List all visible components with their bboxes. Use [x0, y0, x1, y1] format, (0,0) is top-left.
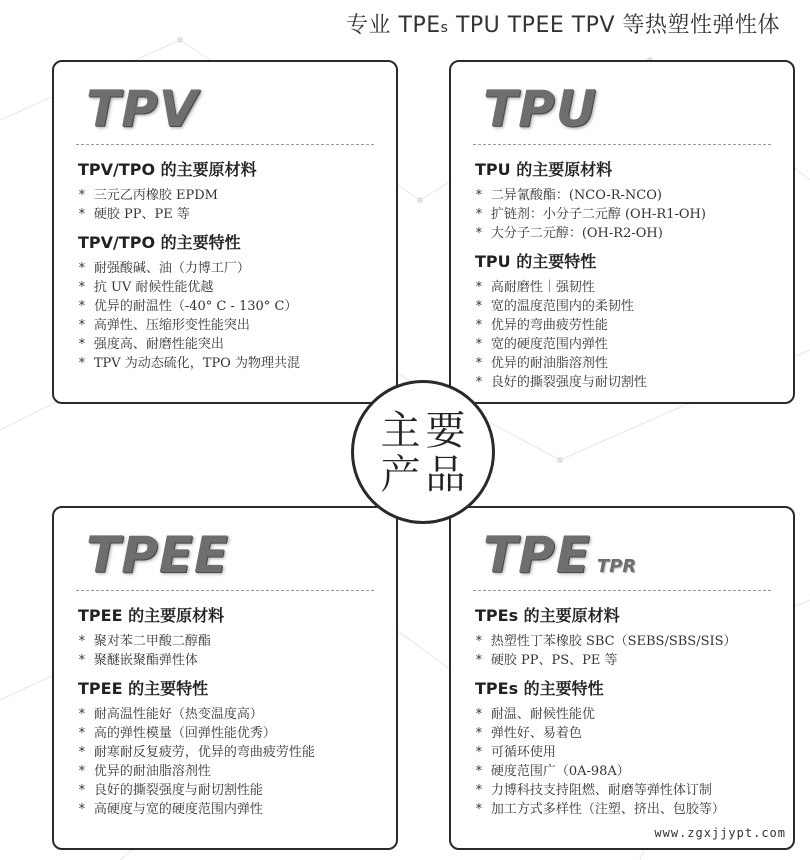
list-item: * 高的弹性模量（回弹性能优秀）	[78, 724, 378, 743]
list-item: * 宽的硬度范围内弹性	[475, 335, 775, 354]
tpu-properties-title: TPU 的主要特性	[475, 252, 597, 271]
badge-char: 产	[380, 452, 421, 498]
list-item: * 二异氰酸酯：(NCO-R-NCO)	[475, 186, 775, 205]
list-item: * TPV 为动态硫化，TPO 为物理共混	[78, 354, 378, 373]
list-item: * 弹性好、易着色	[475, 724, 775, 743]
watermark-url: www.zgxjjypt.com	[654, 826, 786, 840]
tpv-materials-list	[78, 186, 378, 224]
tpv-materials-title: TPV/TPO 的主要原材料	[78, 160, 257, 179]
list-item: * 加工方式多样性（注塑、挤出、包胶等）	[475, 800, 775, 819]
list-item: * 硬胶 PP、PE 等	[78, 205, 378, 224]
tpe-logo-main: TPE	[483, 526, 591, 584]
list-item: * 热塑性丁苯橡胶 SBC（SEBS/SBS/SIS）	[475, 632, 775, 651]
list-item: * 力博科技支持阻燃、耐磨等弹性体订制	[475, 781, 775, 800]
card-tpee	[52, 506, 398, 850]
list-item: * 宽的温度范围内的柔韧性	[475, 297, 775, 316]
list-item: * 耐强酸碱、油（力博工厂）	[78, 259, 378, 278]
list-item: * 聚对苯二甲酸二醇酯	[78, 632, 378, 651]
main-products-badge	[351, 380, 495, 524]
list-item: * 优异的耐油脂溶剂性	[78, 762, 378, 781]
list-item: * 高硬度与宽的硬度范围内弹性	[78, 800, 378, 819]
list-item: * 耐高温性能好（热变温度高）	[78, 705, 378, 724]
tpee-materials-title: TPEE 的主要原材料	[78, 606, 225, 625]
badge-char: 品	[425, 452, 466, 498]
divider	[76, 144, 374, 145]
list-item: * 可循环使用	[475, 743, 775, 762]
list-item: * 优异的耐油脂溶剂性	[475, 354, 775, 373]
badge-char: 主	[380, 408, 421, 454]
list-item: * 抗 UV 耐候性能优越	[78, 278, 378, 297]
tpee-properties-title: TPEE 的主要特性	[78, 679, 209, 698]
tpe-materials-title: TPEs 的主要原材料	[475, 606, 620, 625]
list-item: * 大分子二元醇：(OH-R2-OH)	[475, 224, 775, 243]
tpe-materials-list	[475, 632, 775, 670]
card-tpe	[449, 506, 795, 850]
list-item: * 高耐磨性｜强韧性	[475, 278, 775, 297]
badge-char: 要	[425, 408, 466, 454]
list-item: * 良好的撕裂强度与耐切割性能	[78, 781, 378, 800]
list-item: * 优异的耐温性（-40° C - 130° C）	[78, 297, 378, 316]
tpe-properties-title: TPEs 的主要特性	[475, 679, 604, 698]
title-suffix: TPU TPEE TPV 等热塑性弹性体	[448, 13, 780, 38]
tpv-logo: TPV	[86, 80, 199, 138]
tpv-properties-title: TPV/TPO 的主要特性	[78, 233, 241, 252]
title-prefix: 专业 TPE	[346, 13, 441, 38]
list-item: * 优异的弯曲疲劳性能	[475, 316, 775, 335]
tpu-materials-list	[475, 186, 775, 243]
list-item: * 高弹性、压缩形变性能突出	[78, 316, 378, 335]
divider	[473, 144, 771, 145]
page-title	[346, 8, 780, 39]
divider	[76, 590, 374, 591]
list-item: * 三元乙丙橡胶 EPDM	[78, 186, 378, 205]
title-subscript: s	[440, 20, 449, 36]
tpee-properties-list	[78, 705, 378, 819]
tpu-properties-list	[475, 278, 775, 392]
list-item: * 强度高、耐磨性能突出	[78, 335, 378, 354]
tpe-properties-list	[475, 705, 775, 819]
list-item: * 聚醚嵌聚酯弹性体	[78, 651, 378, 670]
list-item: * 耐温、耐候性能优	[475, 705, 775, 724]
tpu-materials-title: TPU 的主要原材料	[475, 160, 613, 179]
list-item: * 扩链剂：小分子二元醇 (OH-R1-OH)	[475, 205, 775, 224]
list-item: * 耐寒耐反复疲劳，优异的弯曲疲劳性能	[78, 743, 378, 762]
list-item: * 良好的撕裂强度与耐切割性	[475, 373, 775, 392]
tpv-properties-list	[78, 259, 378, 373]
card-tpv	[52, 60, 398, 404]
list-item: * 硬度范围广（0A-98A）	[475, 762, 775, 781]
tpr-logo-sub: TPR	[596, 556, 637, 577]
tpe-logo	[483, 528, 775, 582]
tpee-logo: TPEE	[86, 526, 230, 584]
tpee-materials-list	[78, 632, 378, 670]
card-tpu	[449, 60, 795, 404]
tpu-logo: TPU	[483, 80, 598, 138]
list-item: * 硬胶 PP、PS、PE 等	[475, 651, 775, 670]
divider	[473, 590, 771, 591]
